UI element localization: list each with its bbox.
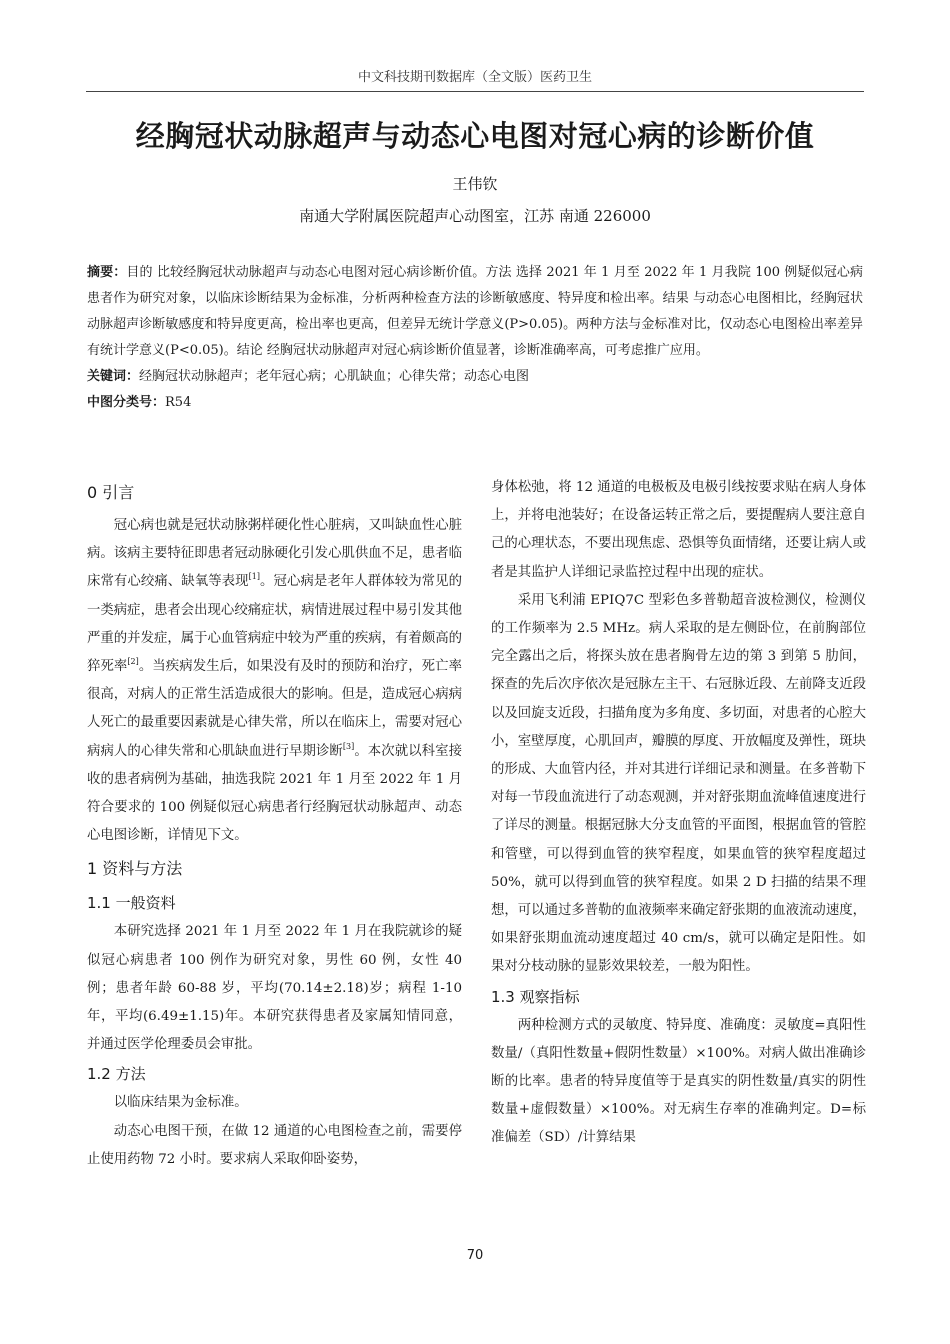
abstract-label: 摘要： xyxy=(87,265,127,280)
subsection-heading-general: 1.1 一般资料 xyxy=(87,894,176,913)
running-header: 中文科技期刊数据库（全文版）医药卫生 xyxy=(86,66,864,92)
abstract-text: 目的 比较经胸冠状动脉超声与动态心电图对冠心病诊断价值。方法 选择 2021 年 1 月至 2022 年 1 月我院 100 例疑似冠心病患者作为研究对象，以临床诊断结果为金标准，分析两种检查方法的诊断敏感度、特异度和检出率。结果 与动态心电图相比，经胸冠状动脉超声诊断敏感度和特异度更高，检出率也更高，但差异无统计学意义(P>0.05)。两种方法与金标准对比，仅动态心电图检出率差异有统计学意义(P<0.05)。结论 经胸冠状动脉超声对冠心病诊断价值显著，诊断准确率高，可考虑推广应用。 xyxy=(87,265,863,358)
abstract xyxy=(87,260,863,364)
classification-label: 中图分类号： xyxy=(87,395,166,410)
article-title: 经胸冠状动脉超声与动态心电图对冠心病的诊断价值 xyxy=(135,119,815,153)
section-heading-methods: 1 资料与方法 xyxy=(87,859,183,879)
article-author: 王伟钦 xyxy=(452,175,498,193)
keywords-label: 关键词： xyxy=(87,369,140,384)
right-column xyxy=(491,474,866,1153)
classification-text: R54 xyxy=(165,395,192,410)
paragraph-observation: 两种检测方式的灵敏度、特异度、准确度：灵敏度=真阳性数量/（真阳性数量+假阴性数量）×100%。对病人做出准确诊断的比率。患者的特异度值等于是真实的阴性数量/真实的阴性数量+虚假数量）×100%。对无病生存率的准确判定。D=标准偏差（SD）/计算结果 xyxy=(491,1017,866,1146)
subsection-heading-method: 1.2 方法 xyxy=(87,1065,146,1084)
paragraph-ultrasound: 采用飞利浦 EPIQ7C 型彩色多普勒超音波检测仪，检测仪的工作频率为 2.5 MHz。病人采取的是左侧卧位，在前胸部位完全露出之后，将探头放在患者胸骨左边的第 3 到第 5 肋间，探查的先后次序依次是冠脉左主干、右冠脉近段、左前降支近段以及回旋支近段，扫描角度为多角度、多切面，对患者的心腔大小，室壁厚度，心肌回声，瓣膜的厚度、开放幅度及弹性，斑块的形成、大血管内径，并对其进行详细记录和测量。在多普勒下对每一节段血流进行了动态观测，并对舒张期血流峰值速度进行了详尽的测量。根据冠脉大分支血管的平面图，根据血管的管腔和管壁，可以得到血管的狭窄程度，如果血管的狭窄程度超过 50%，就可以得到血管的狭窄程度。如果 2 D 扫描的结果不理想，可以通过多普勒的血液频率来确定舒张期的血液流动速度，如果舒张期血流动速度超过 40 cm/s，就可以确定是阳性。如果对分枝动脉的显影效果较差，一般为阳性。 xyxy=(491,592,866,975)
paragraph-intro: 冠心病也就是冠状动脉粥样硬化性心脏病，又叫缺血性心脏病。该病主要特征即患者冠动脉硬化引发心肌供血不足，患者临床常有心绞痛、缺氧等表现[1]。冠心病是老年人群体较为常见的一类病症，患者会出现心绞痛症状，病情进展过程中易引发其他严重的并发症，属于心血管病症中较为严重的疾病，有着颇高的猝死率[2]。当疾病发生后，如果没有及时的预防和治疗，死亡率很高，对病人的正常生活造成很大的影响。但是，造成冠心病病人死亡的最重要因素就是心律失常，所以在临床上，需要对冠心病病人的心律失常和心肌缺血进行早期诊断[3]。本次就以科室接收的患者病例为基础，抽选我院 2021 年 1 月至 2022 年 1 月符合要求的 100 例疑似冠心病患者行经胸冠状动脉超声、动态心电图诊断，详情见下文。 xyxy=(87,518,462,844)
classification xyxy=(87,390,863,416)
citation-ref: [2] xyxy=(127,657,139,667)
keywords xyxy=(87,364,863,390)
paragraph-general: 本研究选择 2021 年 1 月至 2022 年 1 月在我院就诊的疑似冠心病患者 100 例作为研究对象，男性 60 例，女性 40 例；患者年龄 60-88 岁，平均(70.14±2.18)岁；病程 1-10 年，平均(6.49±1.15)年。本研究获得患者及家属知情同意，并通过医学伦理委员会审批。 xyxy=(87,924,462,1053)
paragraph-method-cont: 身体松弛，将 12 通道的电极板及电极引线按要求贴在病人身体上，并将电池装好；在设备运转正常之后，要提醒病人要注意自己的心理状态，不要出现焦虑、恐惧等负面情绪，还要让病人或者是其监护人详细记录监控过程中出现的症状。 xyxy=(491,480,866,580)
article-meta xyxy=(87,260,863,416)
keywords-text: 经胸冠状动脉超声；老年冠心病；心肌缺血；心律失常；动态心电图 xyxy=(139,369,530,384)
paragraph-method-2: 动态心电图干预，在做 12 通道的心电图检查之前，需要停止使用药物 72 小时。要求病人采取仰卧姿势， xyxy=(87,1123,462,1167)
citation-ref: [1] xyxy=(248,572,260,582)
article-affiliation: 南通大学附属医院超声心动图室，江苏 南通 226000 xyxy=(299,207,651,225)
subsection-heading-observation: 1.3 观察指标 xyxy=(491,987,580,1006)
page-number: 70 xyxy=(466,1248,484,1263)
section-heading-intro: 0 引言 xyxy=(87,483,135,502)
left-column xyxy=(87,474,462,1174)
paragraph-method-1: 以临床结果为金标准。 xyxy=(113,1095,248,1111)
citation-ref: [3] xyxy=(342,741,355,751)
